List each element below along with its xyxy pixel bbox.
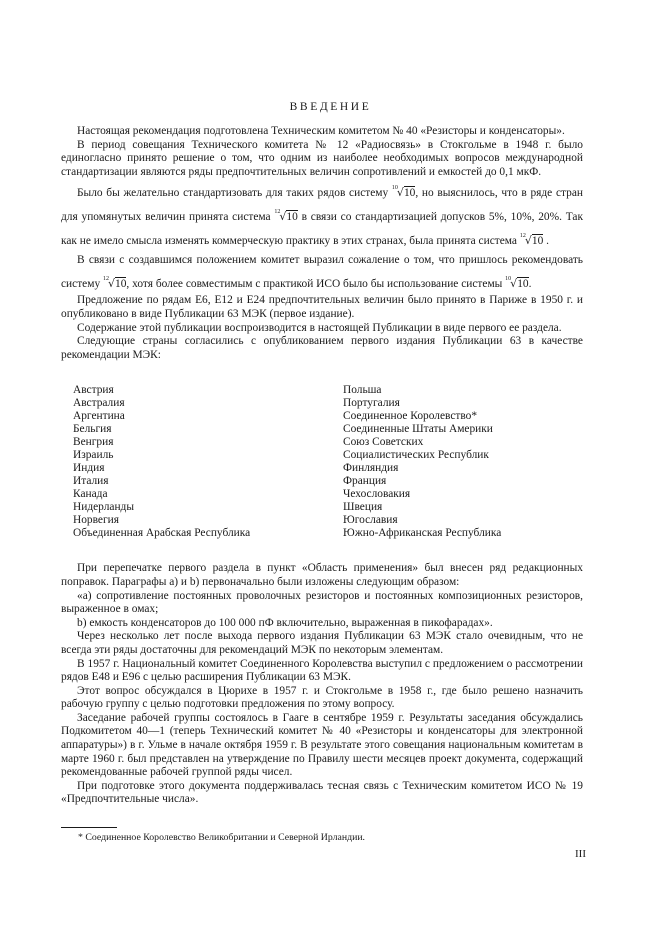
paragraph: В 1957 г. Национальный комитет Соединенного Королевства выступил с предложением о рассмотрении рядов Е48 и Е96 с целью расширения Публикации 63 МЭК.: [61, 657, 583, 684]
country-item: Италия: [73, 475, 109, 488]
country-item: Бельгия: [73, 423, 112, 436]
country-item: Израиль: [73, 449, 114, 462]
country-item: Португалия: [343, 397, 400, 410]
paragraph-text: , но выяснилось, что в ряде стран для упомянутых величин принята система: [61, 187, 583, 224]
radical-12-root-10: $^{12}$√10: [274, 209, 298, 224]
paragraph: Следующие страны согласились с опубликованием первого издания Публикации 63 в качестве рекомендации МЭК:: [61, 335, 583, 361]
paragraph: Этот вопрос обсуждался в Цюрихе в 1957 г. и Стокгольме в 1958 г., где было решено назначить рабочую группу с целью подготовки предложения по этому вопросу.: [61, 684, 583, 711]
footnote: * Соединенное Королевство Великобритании и Северной Ирландии.: [78, 832, 366, 843]
country-item: Аргентина: [73, 410, 125, 423]
radical-10-root-10: $^{10}$√10: [505, 276, 529, 291]
country-list: [73, 384, 583, 540]
paragraph: При перепечатке первого раздела в пункт «Область применения» был внесен ряд редакционных поправок. Параграфы а) и b) первоначально были изложены следующим образом:: [61, 562, 583, 588]
page-number: III: [575, 848, 586, 860]
radical-12-root-10: $^{12}$√10: [103, 276, 127, 291]
country-item: Австрия: [73, 384, 114, 397]
country-item: Франция: [343, 475, 387, 488]
paragraph-text: В связи с создавшимся положением комитет выразил сожаление о том, что пришлось рекомендовать систему: [61, 254, 583, 291]
paragraph: Заседание рабочей группы состоялось в Гааге в сентябре 1959 г. Результаты заседания обсуждались Подкомитетом 40—1 (теперь Технический комитет № 40 «Резисторы и конденсаторы для электронной аппаратуры») в г. Ульме в начале октября 1959 г. В результате этого совещания национальным комитетам в марте 1960 г. был представлен на утверждение по Правилу шести месяцев проект документа, содержащий рекомендованные рабочей группой ряды чисел.: [61, 711, 583, 779]
country-list-right: [343, 384, 583, 540]
paragraph: Настоящая рекомендация подготовлена Техническим комитетом № 40 «Резисторы и конденсаторы».: [77, 125, 565, 137]
document-body: [61, 125, 583, 807]
country-item: Венгрия: [73, 436, 114, 449]
paragraph: «а) сопротивление постоянных проволочных резисторов и постоянных композиционных резисторов, выраженное в омах;: [61, 589, 583, 616]
country-item: Индия: [73, 462, 105, 475]
country-item: Объединенная Арабская Республика: [73, 527, 251, 540]
country-item: Союз Советских: [343, 436, 424, 449]
paragraph-radical-systems: [61, 179, 583, 251]
footnote-divider: [61, 827, 117, 828]
country-item: Канада: [73, 488, 108, 501]
paragraph: Через несколько лет после выхода первого издания Публикации 63 МЭК стало очевидным, что не всегда эти ряды достаточны для рекомендаций МЭК по некоторым элементам.: [61, 630, 583, 656]
country-item: Швеция: [343, 501, 383, 514]
country-item: Норвегия: [73, 514, 119, 527]
country-item: Южно-Африканская Республика: [343, 527, 502, 540]
paragraph-text: , хотя более совместимым с практикой ИСО было бы использование системы: [126, 278, 503, 291]
paragraph-text: в связи со стандартизацией допусков 5%, 10%, 20%. Так как не имело смысла изменять коммерческую практику в этих странах, была принята система: [61, 211, 583, 248]
country-list-left: [73, 384, 343, 540]
country-item: Нидерланды: [73, 501, 135, 514]
country-item: Социалистических Республик: [343, 449, 489, 462]
paragraph-text: .: [528, 278, 532, 291]
country-item: Чехословакия: [343, 488, 411, 501]
paragraph: Предложение по рядам Е6, Е12 и Е24 предпочтительных величин было принято в Париже в 1950 г. и опубликовано в виде Публикации 63 МЭК (первое издание).: [61, 294, 583, 320]
paragraph-text: Было бы желательно стандартизовать для таких рядов систему: [77, 187, 389, 200]
radical-12-root-10: $^{12}$√10: [519, 233, 544, 248]
page-title: ВВЕДЕНИЕ: [289, 101, 372, 113]
paragraph: Содержание этой публикации воспроизводится в настоящей Публикации в виде первого ее раздела.: [77, 321, 562, 334]
radical-10-root-10: $^{10}$√10: [391, 185, 416, 200]
country-item: Югославия: [343, 514, 398, 527]
country-item: Соединенные Штаты Америки: [343, 423, 493, 436]
country-item: Соединенное Королевство*: [343, 410, 478, 423]
paragraph: При подготовке этого документа поддерживалась тесная связь с Техническим комитетом ИСО № 19 «Предпочтительные числа».: [61, 779, 583, 806]
country-item: Польша: [343, 384, 382, 397]
country-item: Австралия: [73, 397, 125, 410]
country-item: Финляндия: [343, 462, 399, 475]
paragraph: В период совещания Технического комитета № 12 «Радиосвязь» в Стокгольме в 1948 г. было единогласно принято решение о том, что одним из наиболее необходимых вопросов международной стандартизации являются ряды предпочтительных величин сопротивлений и емкостей до 0,1 мкФ.: [61, 138, 583, 178]
paragraph-text: .: [546, 235, 549, 248]
paragraph-radical-regret: [61, 251, 583, 294]
paragraph: b) емкость конденсаторов до 100 000 пФ включительно, выраженная в пикофарадах».: [77, 616, 493, 629]
